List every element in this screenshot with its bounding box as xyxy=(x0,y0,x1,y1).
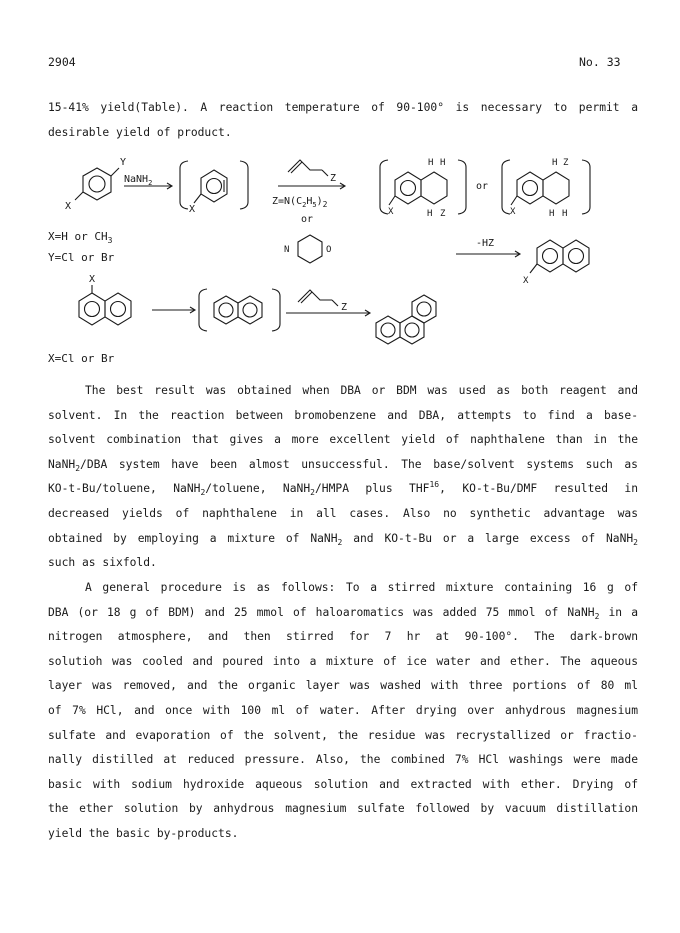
text-line xyxy=(48,477,638,502)
text-line xyxy=(48,551,638,576)
text-segment: and KO-t-Bu or a large excess of NaNH xyxy=(342,531,634,545)
text-segment: decreased yields of naphthalene in all cases. Also no synthetic advantage was xyxy=(48,506,638,520)
halonaphthalene-structure xyxy=(79,274,131,325)
paragraph-1 xyxy=(48,379,638,576)
text-line xyxy=(48,773,638,798)
text-segment: yield the basic by-products. xyxy=(48,826,239,840)
label-n: N xyxy=(284,245,290,255)
text-segment: the ether solution by anhydrous magnesium sulfate followed by vacuum distillation xyxy=(48,802,638,816)
minus-hz-label: -HZ xyxy=(476,238,495,249)
adduct-1 xyxy=(380,158,466,219)
script-text: 2 xyxy=(310,488,315,498)
text-line xyxy=(48,428,638,453)
script-text: 2 xyxy=(200,488,206,498)
text-segment: in a xyxy=(599,605,638,619)
text-segment: DBA (or 18 g of BDM) and 25 mmol of haloaromatics was added 75 mmol of NaNH xyxy=(48,605,595,619)
text-segment: obtained by employing a mixture of NaNH xyxy=(48,531,338,545)
label-o: O xyxy=(326,245,332,255)
condition-y: Y=Cl or Br xyxy=(48,251,115,264)
text-line xyxy=(48,650,638,675)
phenanthrene-product xyxy=(376,295,436,344)
label-h: H xyxy=(549,209,555,219)
text-line xyxy=(48,724,638,749)
text-segment: , KO-t-Bu/DMF resulted in xyxy=(439,482,639,496)
script-text: 2 xyxy=(337,537,343,547)
text-line: desirable yield of product. xyxy=(48,125,232,139)
script-text: 2 xyxy=(594,611,600,621)
text-line: 15-41% yield(Table). A reaction temperature of 90-100° is necessary to permit a xyxy=(48,101,638,114)
text-segment: KO-t-Bu/toluene, NaNH xyxy=(48,482,201,496)
condition-x2: X=Cl or Br xyxy=(48,352,115,365)
text-segment: solutioh was cooled and poured into a mixture of ice water and ether. The aqueous xyxy=(48,654,638,668)
morpholine-structure xyxy=(284,235,331,263)
text-line xyxy=(48,502,638,527)
text-segment: solvent. In the reaction between bromobenzene and DBA, attempts to find a base- xyxy=(48,408,638,422)
text-segment: The best result was obtained when DBA or BDM was used as both reagent and xyxy=(85,384,638,397)
benzyne-intermediate xyxy=(180,161,248,215)
adduct-2 xyxy=(502,158,590,219)
amine-condition: $Z=N(C_2H_5)_2$ xyxy=(272,196,328,209)
label-x: X xyxy=(523,276,529,286)
text-line xyxy=(48,527,638,552)
intro-text xyxy=(48,96,638,145)
text-segment: /toluene, NaNH xyxy=(205,482,311,496)
label-z: Z xyxy=(563,158,569,168)
label-x: X xyxy=(510,207,516,217)
script-text: 16 xyxy=(429,480,440,490)
text-segment: of 7% HCl, and once with 100 ml of water. After drying over anhydrous magnesium xyxy=(48,703,638,717)
label-x: X xyxy=(388,207,394,217)
text-line xyxy=(48,625,638,650)
script-text: 2 xyxy=(75,463,81,473)
text-line xyxy=(48,576,638,601)
script-text: 2 xyxy=(633,537,638,547)
label-h: H xyxy=(427,209,433,219)
label-x: X xyxy=(89,274,96,285)
text-line xyxy=(48,822,638,847)
text-line xyxy=(48,453,638,478)
text-line xyxy=(48,748,638,773)
text-segment: layer was removed, and the organic layer was washed with three portions of 80 ml xyxy=(48,679,638,693)
naphthalyne-intermediate xyxy=(199,289,280,331)
text-line xyxy=(48,404,638,429)
text-segment: solvent combination that gives a more excellent yield of naphthalene than in the xyxy=(48,433,638,447)
text-line xyxy=(48,379,638,404)
naphthalene-product xyxy=(523,240,589,286)
condition-x: X=H or $CH_3$ xyxy=(48,230,113,245)
label-z: Z xyxy=(330,173,337,184)
text-segment: A general procedure is as follows: To a stirred mixture containing 16 g of xyxy=(85,581,638,594)
diene-reagent xyxy=(298,290,347,313)
or-label: or xyxy=(301,214,314,225)
text-line xyxy=(48,797,638,822)
text-segment: such as sixfold. xyxy=(48,556,157,570)
text-segment: nally distilled at reduced pressure. Also, the combined 7% HCl washings were made xyxy=(48,753,638,767)
text-segment: /HMPA plus THF xyxy=(314,482,430,496)
diene-reagent xyxy=(288,160,336,184)
label-x: X xyxy=(189,204,196,215)
reagent-nanh2: NaNH$_2$ xyxy=(124,174,153,187)
reaction-scheme xyxy=(0,140,680,370)
text-segment: NaNH xyxy=(48,457,76,471)
label-h: H xyxy=(428,158,434,168)
label-x: X xyxy=(65,201,72,212)
page-number: 2904 xyxy=(48,55,76,69)
or-label: or xyxy=(476,181,489,192)
label-y: Y xyxy=(120,157,127,168)
text-segment: /DBA system have been almost unsuccessful. The base/solvent systems such as xyxy=(80,457,638,471)
label-z: Z xyxy=(440,209,446,219)
label-z: Z xyxy=(341,302,348,313)
text-line xyxy=(48,601,638,626)
text-segment: basic with sodium hydroxide aqueous solution and extracted with ether. Drying of xyxy=(48,777,638,791)
text-line xyxy=(48,674,638,699)
paragraph-2 xyxy=(48,576,638,847)
text-line xyxy=(48,699,638,724)
label-h: H xyxy=(562,209,568,219)
halobenzene-structure xyxy=(65,157,126,212)
text-segment: nitrogen atmosphere, and then stirred for 7 hr at 90-100°. The dark-brown xyxy=(48,630,638,644)
label-h: H xyxy=(440,158,446,168)
label-h: H xyxy=(552,158,558,168)
issue-number: No. 33 xyxy=(579,55,621,69)
text-segment: sulfate and evaporation of the solvent, the residue was recrystallized or fractio- xyxy=(48,728,638,742)
